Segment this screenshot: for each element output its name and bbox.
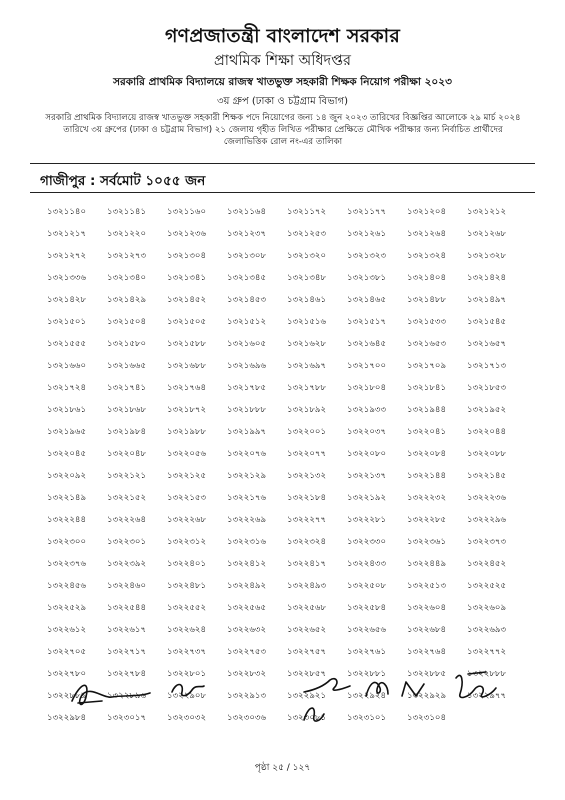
roll-number: ১৩২২১৫২ [107, 493, 147, 503]
roll-number: ১৩২২৪০১ [167, 559, 207, 569]
roll-number: ১৩২২৮৮১ [347, 669, 387, 679]
roll-number: ১৩২২৬০৯ [467, 603, 507, 613]
roll-number: ১৩২২১৪৯ [47, 493, 87, 503]
roll-number: ১৩২১১৪১ [107, 207, 147, 217]
roll-number: ১৩২১৯৬৫ [47, 427, 87, 437]
roll-number: ১৩২১৮৮৮ [227, 405, 267, 415]
roll-number: ১৩২২০৩৭ [347, 427, 387, 437]
roll-number: ১৩২১৩০৪ [167, 251, 207, 261]
roll-number: ১৩২২১৩৭ [347, 471, 387, 481]
roll-number: ১৩২২৪১৭ [287, 559, 327, 569]
roll-number: ১৩২৩০৩৬ [227, 713, 267, 723]
roll-number: ১৩২২৬৫৬ [347, 625, 387, 635]
signature-3 [300, 672, 355, 700]
roll-number: ১৩২১৫৪৫ [467, 317, 507, 327]
roll-number: ১৩২১৬৬০ [47, 361, 87, 371]
roll-number: ১৩২২৫৪৪ [107, 603, 147, 613]
roll-number: ১৩২১২২০ [107, 229, 147, 239]
roll-number: ১৩২২১২১ [107, 471, 147, 481]
roll-number: ১৩২২৭৮৪ [107, 669, 147, 679]
roll-number: ১৩২২৩০১ [107, 537, 147, 547]
roll-number: ১৩২১৮৬১ [47, 405, 87, 415]
roll-number: ১৩২১১৬০ [167, 207, 207, 217]
roll-number: ১৩২১৫০৫ [167, 317, 207, 327]
roll-number: ১৩২১৬৬৫ [107, 361, 147, 371]
roll-number: ১৩২১৬৫৭ [467, 339, 507, 349]
roll-number: ১৩২২৭১৭ [107, 647, 147, 657]
roll-number: ১৩২২০৪১ [407, 427, 447, 437]
roll-number: ১৩২২৯১৩ [227, 691, 267, 701]
roll-number: ১৩২১৫৮৮ [167, 339, 207, 349]
roll-number: ১৩২২৪৮১ [167, 581, 207, 591]
roll-number [467, 707, 527, 729]
signature-1 [68, 675, 153, 715]
roll-number: ১৩২২৯২৪ [347, 691, 387, 701]
roll-number: ১৩২২৬১৭ [107, 625, 147, 635]
roll-number: ১৩২১৩৪৮ [287, 273, 327, 283]
roll-number: ১৩২২৬৫২ [287, 625, 327, 635]
roll-number: ১৩২১৪২৮ [47, 295, 87, 305]
roll-number: ১৩২২৭৩৭ [167, 647, 207, 657]
roll-number: ১৩২২৪৯৩ [287, 581, 327, 591]
roll-number: ১৩২৩১০৪ [407, 713, 447, 723]
roll-number: ১৩২১২৭৩ [107, 251, 147, 261]
roll-number: ১৩২১২১২ [467, 207, 507, 217]
roll-number: ১৩২১১৪০ [47, 207, 87, 217]
roll-number: ১৩২১২৭২ [47, 251, 87, 261]
roll-number: ১৩২২৭৬১ [347, 647, 387, 657]
roll-number: ১৩২১৩২৮ [467, 251, 507, 261]
roll-number: ১৩২২১৪৫ [467, 471, 507, 481]
roll-number: ১৩২২৪৯২ [227, 581, 267, 591]
roll-number: ১৩২১৫১৬ [287, 317, 327, 327]
roll-number: ১৩২২৬২৪ [167, 625, 207, 635]
roll-number: ১৩২১৫০১ [47, 317, 87, 327]
roll-number: ১৩২২৩৯২ [107, 559, 147, 569]
roll-number: ১৩২২২৭৭ [287, 515, 327, 525]
roll-number: ১৩২১১৭৭ [347, 207, 387, 217]
roll-number: ১৩২১৪৯৭ [467, 295, 507, 305]
roll-number: ১৩২২১৯২ [347, 493, 387, 503]
roll-number: ১৩২২১৭৬ [227, 493, 267, 503]
roll-number: ১৩২১৯৮৪ [107, 427, 147, 437]
roll-number: ১৩২১২৩৭ [227, 229, 267, 239]
roll-number: ১৩২২০৪৫ [47, 449, 87, 459]
roll-number: ১৩২২৬৩২ [227, 625, 267, 635]
roll-number: ১৩২২৮৯৬ [107, 691, 147, 701]
roll-number: ১৩২২৮৮৫ [407, 669, 447, 679]
roll-number: ১৩২১৭৪১ [107, 383, 147, 393]
group-line: ৩য় গ্রুপ (ঢাকা ও চট্টগ্রাম বিভাগ) [216, 96, 349, 107]
roll-number: ১৩২১৩২৪ [407, 251, 447, 261]
roll-number: ১৩২২৩১৬ [227, 537, 267, 547]
signature-7 [298, 700, 328, 726]
roll-number: ১৩২১৯৫২ [467, 405, 507, 415]
roll-number: ১৩২২৩৭৩ [467, 537, 507, 547]
roll-number: ১৩২১৬২৮ [287, 339, 327, 349]
roll-number: ১৩২১৩২৩ [347, 251, 387, 261]
roll-number: ১৩২১৪৮৮ [407, 295, 447, 305]
roll-number: ১৩২১৮০৪ [347, 383, 387, 393]
page-title: গণপ্রজাতন্ত্রী বাংলাদেশ সরকার [165, 25, 400, 47]
roll-number: ১৩২২৮৮৮ [467, 669, 507, 679]
roll-number: ১৩২১৯৪৪ [407, 405, 447, 415]
roll-number: ১৩২২০৮০ [347, 449, 387, 459]
signature-5 [398, 676, 428, 702]
roll-number: ১৩২২৫১৩ [407, 581, 447, 591]
roll-number: ১৩২১৬৮৮ [167, 361, 207, 371]
roll-number: ১৩২১৭৮৫ [227, 383, 267, 393]
roll-number: ১৩২১৩২০ [287, 251, 327, 261]
roll-number: ১৩২২৭৫৭ [287, 647, 327, 657]
roll-number: ১৩২১২৬৪ [407, 229, 447, 239]
roll-number: ১৩২১৭০৯ [407, 361, 447, 371]
roll-number: ১৩২২০৯২ [47, 471, 87, 481]
roll-number: ১৩২১৯৮৮ [167, 427, 207, 437]
roll-number: ১৩২২০০১ [287, 427, 327, 437]
roll-number: ১৩২২১৫৩ [167, 493, 207, 503]
roll-number: ১৩২২৩৭৬ [47, 559, 87, 569]
roll-number: ১৩২২৮৫৭ [287, 669, 327, 679]
roll-number: ১৩২১৩৪১ [167, 273, 207, 283]
roll-number: ১৩২১৫১২ [227, 317, 267, 327]
roll-number: ১৩২২৭৫৩ [227, 647, 267, 657]
roll-number: ১৩২১৭৮৮ [287, 383, 327, 393]
roll-number: ১৩২১৯৯৭ [227, 427, 267, 437]
roll-number: ১৩২২০৭৬ [227, 449, 267, 459]
roll-number: ১৩২১২৫৩ [287, 229, 327, 239]
roll-number: ১৩২১৭০০ [347, 361, 387, 371]
roll-number: ১৩২১৪৬১ [287, 295, 327, 305]
roll-number: ১৩২২৪৫২ [467, 559, 507, 569]
roll-number: ১৩২২২৮৫ [407, 515, 447, 525]
roll-number: ১৩২১৪৫৩ [227, 295, 267, 305]
roll-number: ১৩২২৩০০ [47, 537, 87, 547]
roll-number: ১৩২২২৩২ [407, 493, 447, 503]
roll-number: ১৩২২১৩২ [287, 471, 327, 481]
roll-number: ১৩২১৪৫২ [167, 295, 207, 305]
roll-number: ১৩২১৪০৪ [407, 273, 447, 283]
roll-number: ১৩২১৮৭২ [167, 405, 207, 415]
page-number: পৃষ্ঠা ২৫ / ১২৭ [254, 763, 311, 773]
roll-number: ১৩২২৯৭৭ [467, 691, 507, 701]
roll-number: ১৩২২৭৬৪ [407, 647, 447, 657]
roll-number: ১৩২২০৭৭ [287, 449, 327, 459]
roll-number: ১৩২২৯৮৪ [47, 713, 87, 723]
roll-number: ১৩২৩০১৭ [107, 713, 147, 723]
roll-number: ১৩২১৫০৪ [107, 317, 147, 327]
roll-number: ১৩২২৬৮৪ [407, 625, 447, 635]
roll-number: ১৩২১৭৬৪ [167, 383, 207, 393]
roll-number: ১৩২২৯২৯ [407, 691, 447, 701]
roll-number: ১৩২১৮৪১ [407, 383, 447, 393]
roll-number: ১৩২২৩১২ [167, 537, 207, 547]
roll-number: ১৩২১৪২৪ [467, 273, 507, 283]
roll-number: ১৩২১৫৫৫ [47, 339, 87, 349]
roll-number: ১৩২১৬৯৬ [227, 361, 267, 371]
roll-number: ১৩২২৩২৪ [287, 537, 327, 547]
roll-number: ১৩২২৫২৯ [47, 603, 87, 613]
notice-text: সরকারি প্রাথমিক বিদ্যালয়ে রাজস্ব খাতভুক্ত সহকারী শিক্ষক পদে নিয়োগের জন্য ১৪ জুন ২০২৩ তারিখের বিজ্ঞপ্তির আলোকে ২৯ মার্চ ২০২৪ তারিখে ৩য় গ্রুপের (ঢাকা ও চট্টগ্রাম বিভাগ) ২১ জেলায় গৃহীত লিখিত পরীক্ষার প্রেক্ষিতে মৌখিক পরীক্ষার জন্য নির্বাচিত প্রার্থীদের জেলাভিত্তিক রোল নং-এর তালিকা [45, 113, 521, 147]
roll-number: ১৩২২৪৪৯ [407, 559, 447, 569]
signature-6 [450, 668, 500, 704]
roll-number: ১৩২১৪৬৫ [347, 295, 387, 305]
roll-number: ১৩২২১২৯ [227, 471, 267, 481]
roll-number: ১৩২১৮৫৩ [467, 383, 507, 393]
roll-number: ১৩২১৩৪৫ [227, 273, 267, 283]
roll-number: ১৩২২৩৩০ [347, 537, 387, 547]
signature-4 [362, 674, 392, 702]
roll-number: ১৩২১৩০৮ [227, 251, 267, 261]
divider-mid [30, 192, 535, 193]
roll-number: ১৩২২০৮৮ [467, 449, 507, 459]
roll-number: ১৩২১২৬১ [347, 229, 387, 239]
roll-number: ১৩২২৭৮০ [47, 669, 87, 679]
exam-line: সরকারি প্রাথমিক বিদ্যালয়ে রাজস্ব খাতভুক্ত সহকারী শিক্ষক নিয়োগ পরীক্ষা ২০২৩ [113, 76, 452, 88]
roll-number: ১৩২১২১৭ [47, 229, 87, 239]
roll-number: ১৩২১৯৩৩ [347, 405, 387, 415]
roll-number: ১৩২২০৪৮ [107, 449, 147, 459]
roll-number: ১৩২২৫০৮ [347, 581, 387, 591]
roll-number: ১৩২২৮০১ [167, 669, 207, 679]
roll-number: ১৩২৩০৮১ [287, 713, 327, 723]
page-subtitle: প্রাথমিক শিক্ষা অধিদপ্তর [213, 53, 351, 69]
district-heading: গাজীপুর : সর্বমোট ১০৫৫ জন [40, 173, 206, 189]
roll-number: ১৩২২২৪৪ [47, 515, 87, 525]
roll-number: ১৩২২১৮৪ [287, 493, 327, 503]
roll-number: ১৩২২২৮১ [347, 515, 387, 525]
roll-number: ১৩২২৮৮৯ [47, 691, 87, 701]
roll-number: ১৩২১১৭২ [287, 207, 327, 217]
roll-number: ১৩২২০৫৬ [167, 449, 207, 459]
signature-2 [168, 676, 208, 702]
roll-number: ১৩২২৫২৫ [467, 581, 507, 591]
roll-number: ১৩২৩০৩২ [167, 713, 207, 723]
roll-number: ১৩২১২০৪ [407, 207, 447, 217]
roll-number: ১৩২২৪৬০ [107, 581, 147, 591]
roll-number: ১৩২১৫৩৩ [407, 317, 447, 327]
roll-number: ১৩২২৪৩৩ [347, 559, 387, 569]
roll-number: ১৩২১৬৪৫ [347, 339, 387, 349]
roll-number: ১৩২২৫৬৫ [227, 603, 267, 613]
roll-number: ১৩২১৬০৫ [227, 339, 267, 349]
roll-number: ১৩২১৩৩৬ [47, 273, 87, 283]
roll-number: ১৩২২৪১২ [227, 559, 267, 569]
roll-number: ১৩২১৬৫৩ [407, 339, 447, 349]
roll-number: ১৩২১২৩৬ [167, 229, 207, 239]
roll-number: ১৩২২৯২১ [287, 691, 327, 701]
roll-number: ১৩২২৭০৫ [47, 647, 87, 657]
roll-grid [47, 201, 527, 729]
roll-number: ১৩২২৪৫৬ [47, 581, 87, 591]
roll-number: ১৩২২৫৮৪ [347, 603, 387, 613]
roll-number: ১৩২২৫৫২ [167, 603, 207, 613]
roll-number: ১৩২৩১০১ [347, 713, 387, 723]
roll-number: ১৩২২৭৭২ [467, 647, 507, 657]
roll-number: ১৩২২২৯৬ [467, 515, 507, 525]
divider-top [30, 163, 535, 164]
roll-number: ১৩২২৫৬৮ [287, 603, 327, 613]
roll-number: ১৩২১৬৯৭ [287, 361, 327, 371]
roll-number: ১৩২২১২৫ [167, 471, 207, 481]
roll-number: ১৩২২২৬৯ [227, 515, 267, 525]
roll-number: ১৩২২৯০৮ [167, 691, 207, 701]
roll-number: ১৩২১৩৪০ [107, 273, 147, 283]
roll-number: ১৩২১৮৯২ [287, 405, 327, 415]
roll-number: ১৩২১৭১৩ [467, 361, 507, 371]
roll-number: ১৩২২২৬৮ [167, 515, 207, 525]
roll-number: ১৩২২৩৬১ [407, 537, 447, 547]
roll-number: ১৩২২২৬৪ [107, 515, 147, 525]
roll-number: ১৩২১৮৬৮ [107, 405, 147, 415]
roll-number: ১৩২১৫৮০ [107, 339, 147, 349]
roll-number: ১৩২১৭২৪ [47, 383, 87, 393]
roll-number: ১৩২১৫১৭ [347, 317, 387, 327]
roll-number: ১৩২১২৬৮ [467, 229, 507, 239]
roll-number: ১৩২২১৪৪ [407, 471, 447, 481]
roll-number: ১৩২২২৩৬ [467, 493, 507, 503]
roll-number: ১৩২২৮৩২ [227, 669, 267, 679]
roll-number: ১৩২১৪২৯ [107, 295, 147, 305]
roll-number: ১৩২১৩৮১ [347, 273, 387, 283]
roll-number: ১৩২২৬৯৩ [467, 625, 507, 635]
roll-number: ১৩২২৬১২ [47, 625, 87, 635]
roll-number: ১৩২১১৬৪ [227, 207, 267, 217]
roll-number: ১৩২২০৮৪ [407, 449, 447, 459]
roll-number: ১৩২২৬০৪ [407, 603, 447, 613]
roll-number: ১৩২২০৪৪ [467, 427, 507, 437]
